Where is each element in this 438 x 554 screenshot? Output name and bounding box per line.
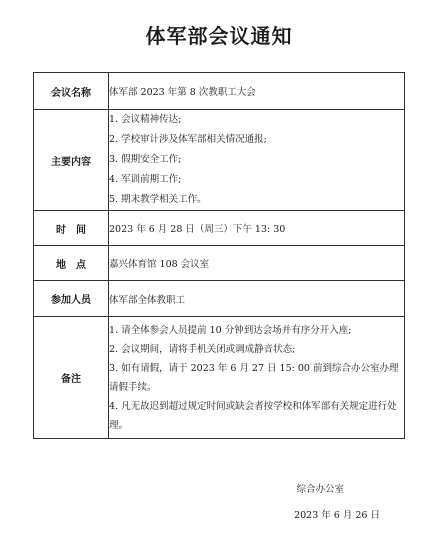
row-main-content [34, 110, 405, 211]
time-value: 2023 年 6 月 28 日（周三）下午 13: 30 [109, 211, 405, 246]
place-value: 嘉兴体育馆 108 会议室 [109, 246, 405, 281]
row-meeting-name [34, 73, 405, 110]
note-item: 2. 会议期间，请将手机关闭或调成静音状态; [109, 343, 296, 355]
time-label: 时 间 [34, 211, 109, 246]
note-item: 4. 凡无故迟到超过规定时间或缺会者按学校和体军部有关规定进行处理。 [109, 400, 397, 431]
meeting-name-value: 体军部 2023 年第 8 次教职工大会 [109, 73, 405, 110]
note-item: 1. 请全体参会人员提前 10 分钟到达会场并有序分开入座; [109, 324, 352, 336]
notice-table [33, 72, 405, 439]
list-item: 3. 假期安全工作; [109, 154, 182, 165]
notes-label: 备注 [34, 317, 109, 439]
notes-value [109, 317, 405, 439]
row-time [34, 211, 405, 246]
document-title: 体军部会议通知 [145, 24, 293, 48]
main-content-value [109, 110, 405, 211]
attendees-label: 参加人员 [34, 281, 109, 317]
row-attendees [34, 281, 405, 317]
note-item: 3. 如有请假，请于 2023 年 6 月 27 日 15: 00 前到综合办公室办理请假手续。 [109, 362, 399, 393]
main-content-label: 主要内容 [34, 110, 109, 211]
meeting-name-label: 会议名称 [34, 73, 109, 110]
list-item: 1. 会议精神传达; [109, 114, 182, 125]
issuer: 综合办公室 [296, 484, 344, 495]
list-item: 5. 期末教学相关工作。 [109, 194, 207, 205]
attendees-value: 体军部全体教职工 [109, 281, 405, 317]
list-item: 2. 学校审计涉及体军部相关情况通报; [109, 134, 267, 145]
list-item: 4. 军训前期工作; [109, 174, 182, 185]
row-notes [34, 317, 405, 439]
issue-date: 2023 年 6 月 26 日 [294, 510, 380, 521]
row-place [34, 246, 405, 281]
place-label: 地 点 [34, 246, 109, 281]
main-content-list [109, 110, 404, 210]
